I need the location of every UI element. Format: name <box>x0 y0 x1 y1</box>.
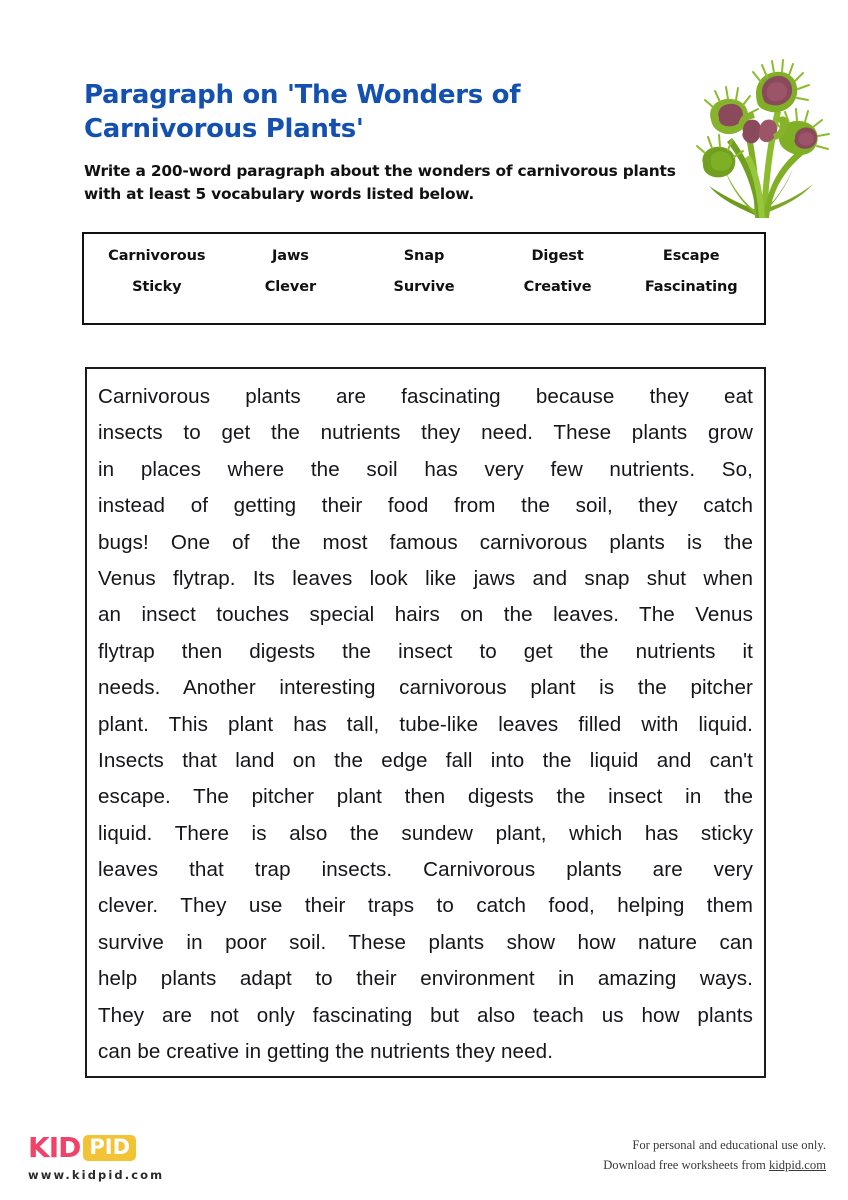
page-footer <box>0 1118 848 1200</box>
worksheet-header <box>84 78 684 206</box>
answer-line: leaves that trap insects. Carnivorous plants are very <box>98 858 753 882</box>
answer-line: instead of getting their food from the soil, they catch <box>98 494 753 518</box>
vocabulary-row <box>90 279 758 295</box>
answer-line: help plants adapt to their environment in amazing ways. <box>98 967 753 991</box>
vocabulary-word: Snap <box>403 248 445 264</box>
vocabulary-word: Creative <box>523 279 592 295</box>
vocabulary-word: Fascinating <box>644 279 738 295</box>
answer-line: They are not only fascinating but also teach us how plants <box>98 1003 753 1027</box>
answer-line: bugs! One of the most famous carnivorous plants is the <box>98 530 753 554</box>
answer-line: plant. This plant has tall, tube-like leaves filled with liquid. <box>98 712 753 736</box>
answer-line: Venus flytrap. Its leaves look like jaws and snap shut when <box>98 566 753 590</box>
vocabulary-word: Jaws <box>271 248 309 264</box>
logo-kid-text: KID <box>28 1131 81 1164</box>
vocabulary-row <box>90 248 758 264</box>
vocabulary-word: Escape <box>662 248 720 264</box>
answer-line: survive in poor soil. These plants show how nature can <box>98 930 753 954</box>
instructions-text: Write a 200-word paragraph about the wonders of carnivorous plants with at least 5 vocabulary words listed below. <box>84 161 676 204</box>
vocabulary-box <box>82 232 766 325</box>
vocabulary-word: Carnivorous <box>108 248 206 264</box>
vocabulary-word: Sticky <box>132 279 182 295</box>
answer-line: an insect touches special hairs on the leaves. The Venus <box>98 603 753 627</box>
footer-note-prefix: Download free worksheets from <box>603 1157 769 1172</box>
logo-mark <box>28 1131 136 1164</box>
logo-url-text: www.kidpid.com <box>28 1168 165 1182</box>
answer-line: escape. The pitcher plant then digests the insect in the <box>98 785 753 809</box>
vocabulary-word: Clever <box>264 279 317 295</box>
vocabulary-word: Digest <box>531 248 584 264</box>
answer-line: can be creative in getting the nutrients they need. <box>98 1040 554 1064</box>
venus-flytrap-illustration <box>683 58 835 220</box>
answer-line: insects to get the nutrients they need. These plants grow <box>98 421 753 445</box>
answer-text <box>98 379 753 1070</box>
page-title: Paragraph on 'The Wonders of Carnivorous Plants' <box>84 80 521 145</box>
answer-writing-box[interactable] <box>85 367 766 1078</box>
answer-line: Carnivorous plants are fascinating because they eat <box>98 385 753 408</box>
logo-pid-text: PID <box>89 1135 130 1159</box>
vocabulary-word: Survive <box>393 279 455 295</box>
answer-line: flytrap then digests the insect to get the nutrients it <box>98 639 753 663</box>
answer-line: Insects that land on the edge fall into the liquid and can't <box>98 748 753 772</box>
footer-note <box>603 1136 826 1175</box>
answer-line: in places where the soil has very few nutrients. So, <box>98 457 753 481</box>
footer-note-line-1: For personal and educational use only. <box>632 1138 826 1152</box>
kidpid-logo[interactable] <box>28 1131 165 1182</box>
logo-pid-badge <box>83 1135 136 1161</box>
kidpid-link[interactable]: kidpid.com <box>768 1157 826 1172</box>
answer-line: needs. Another interesting carnivorous plant is the pitcher <box>98 676 753 700</box>
answer-line: liquid. There is also the sundew plant, which has sticky <box>98 821 753 845</box>
footer-note-line-2 <box>603 1156 826 1176</box>
answer-line: clever. They use their traps to catch food, helping them <box>98 894 753 918</box>
